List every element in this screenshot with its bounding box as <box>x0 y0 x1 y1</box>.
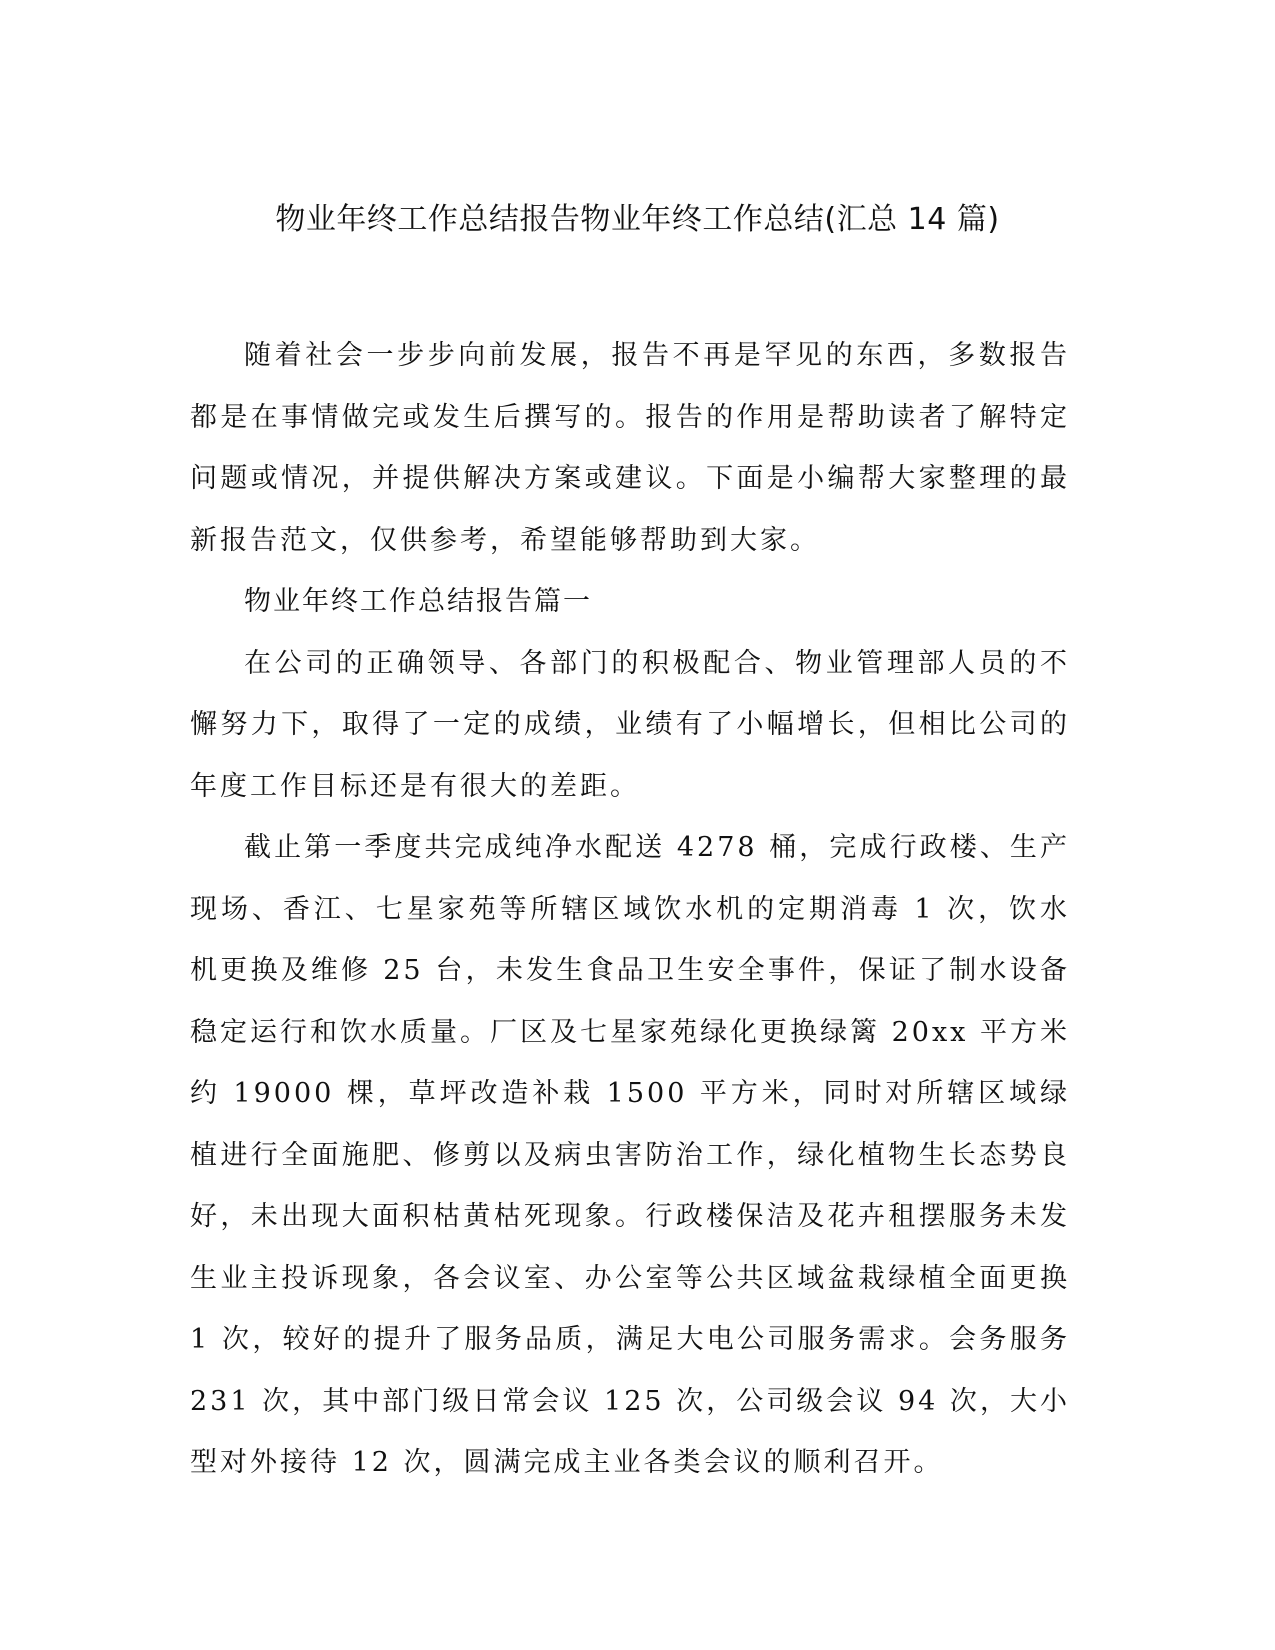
section-paragraph-1: 在公司的正确领导、各部门的积极配合、物业管理部人员的不懈努力下，取得了一定的成绩，业绩有了小幅增长，但相比公司的年度工作目标还是有很大的差距。 <box>190 647 1070 802</box>
section-heading: 物业年终工作总结报告篇一 <box>244 586 592 617</box>
section-paragraph-2: 截止第一季度共完成纯净水配送 4278 桶，完成行政楼、生产现场、香江、七星家苑等所辖区域饮水机的定期消毒 1 次，饮水机更换及维修 25 台，未发生食品卫生安全事件，保证了制水设备稳定运行和饮水质量。厂区及七星家苑绿化更换绿篱 20xx 平方米约 19000 棵，草坪改造补栽 1500 平方米，同时对所辖区域绿植进行全面施肥、修剪以及病虫害防治工作，绿化植物生长态势良好，未出现大面积枯黄枯死现象。行政楼保洁及花卉租摆服务未发生业主投诉现象，各会议室、办公室等公共区域盆栽绿植全面更换 1 次，较好的提升了服务品质，满足大电公司服务需求。会务服务 231 次，其中部门级日常会议 125 次，公司级会议 94 次，大小型对外接待 12 次，圆满完成主业各类会议的顺利召开。 <box>190 832 1070 1478</box>
document-title: 物业年终工作总结报告物业年终工作总结(汇总 14 篇) <box>275 202 1000 237</box>
document-body <box>190 325 1070 1494</box>
intro-paragraph: 随着社会一步步向前发展，报告不再是罕见的东西，多数报告都是在事情做完或发生后撰写的。报告的作用是帮助读者了解特定问题或情况，并提供解决方案或建议。下面是小编帮大家整理的最新报告范文，仅供参考，希望能够帮助到大家。 <box>190 340 1070 556</box>
